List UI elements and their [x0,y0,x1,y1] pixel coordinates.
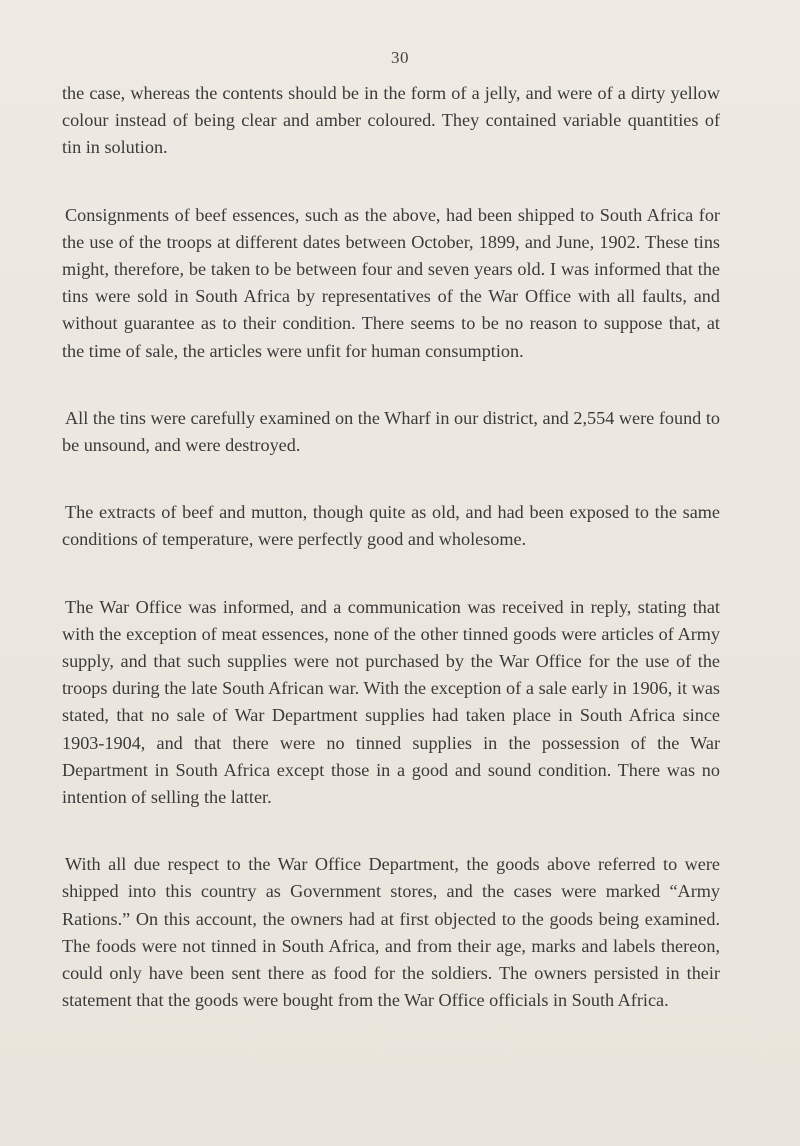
page-number: 30 [391,48,409,67]
body-text [62,80,720,1054]
paragraph-war-office-reply: The War Office was informed, and a communication was received in reply, stating that with the exception of meat essences, none of the other tinned goods were articles of Army supply, and that such supplies were not purchased by the War Office for the use of the troops during the late South African war. With the exception of a sale early in 1906, it was stated, that no sale of War Department supplies had taken place in South Africa since 1903-1904, and that there were no tinned supplies in the possession of the War Department in South Africa except those in a good and sound condition. There was no intention of selling the latter. [62,596,720,808]
paragraph-consignments: Consignments of beef essences, such as the above, had been shipped to South Africa for the use of the troops at different dates between October, 1899, and June, 1902. These tins might, therefore, be taken to be between four and seven years old. I was informed that the tins were sold in South Africa by representatives of the War Office with all faults, and without guarantee as to their condition. There seems to be no reason to suppose that, at the time of sale, the articles were unfit for human consumption. [62,204,720,361]
paragraph-continuation: the case, whereas the contents should be in the form of a jelly, and were of a dirty yellow colour instead of being clear and amber coloured. They contained variable quantities of tin in solution. [62,83,720,158]
paragraph-extracts: The extracts of beef and mutton, though quite as old, and had been exposed to the same conditions of temperature, were perfectly good and wholesome. [62,502,720,550]
paragraph-tins-examined: All the tins were carefully examined on the Wharf in our district, and 2,554 were found to be unsound, and were destroyed. [62,407,720,456]
paragraph-army-rations: With all due respect to the War Office Department, the goods above referred to were shipped into this country as Government stores, and the cases were marked “Army Rations.” On this account, the owners had at first objected to the goods being examined. The foods were not tinned in South Africa, and from their age, marks and labels thereon, could only have been sent there as food for the soldiers. The owners persisted in their statement that the goods were bought from the War Office officials in South Africa. [62,854,720,1011]
